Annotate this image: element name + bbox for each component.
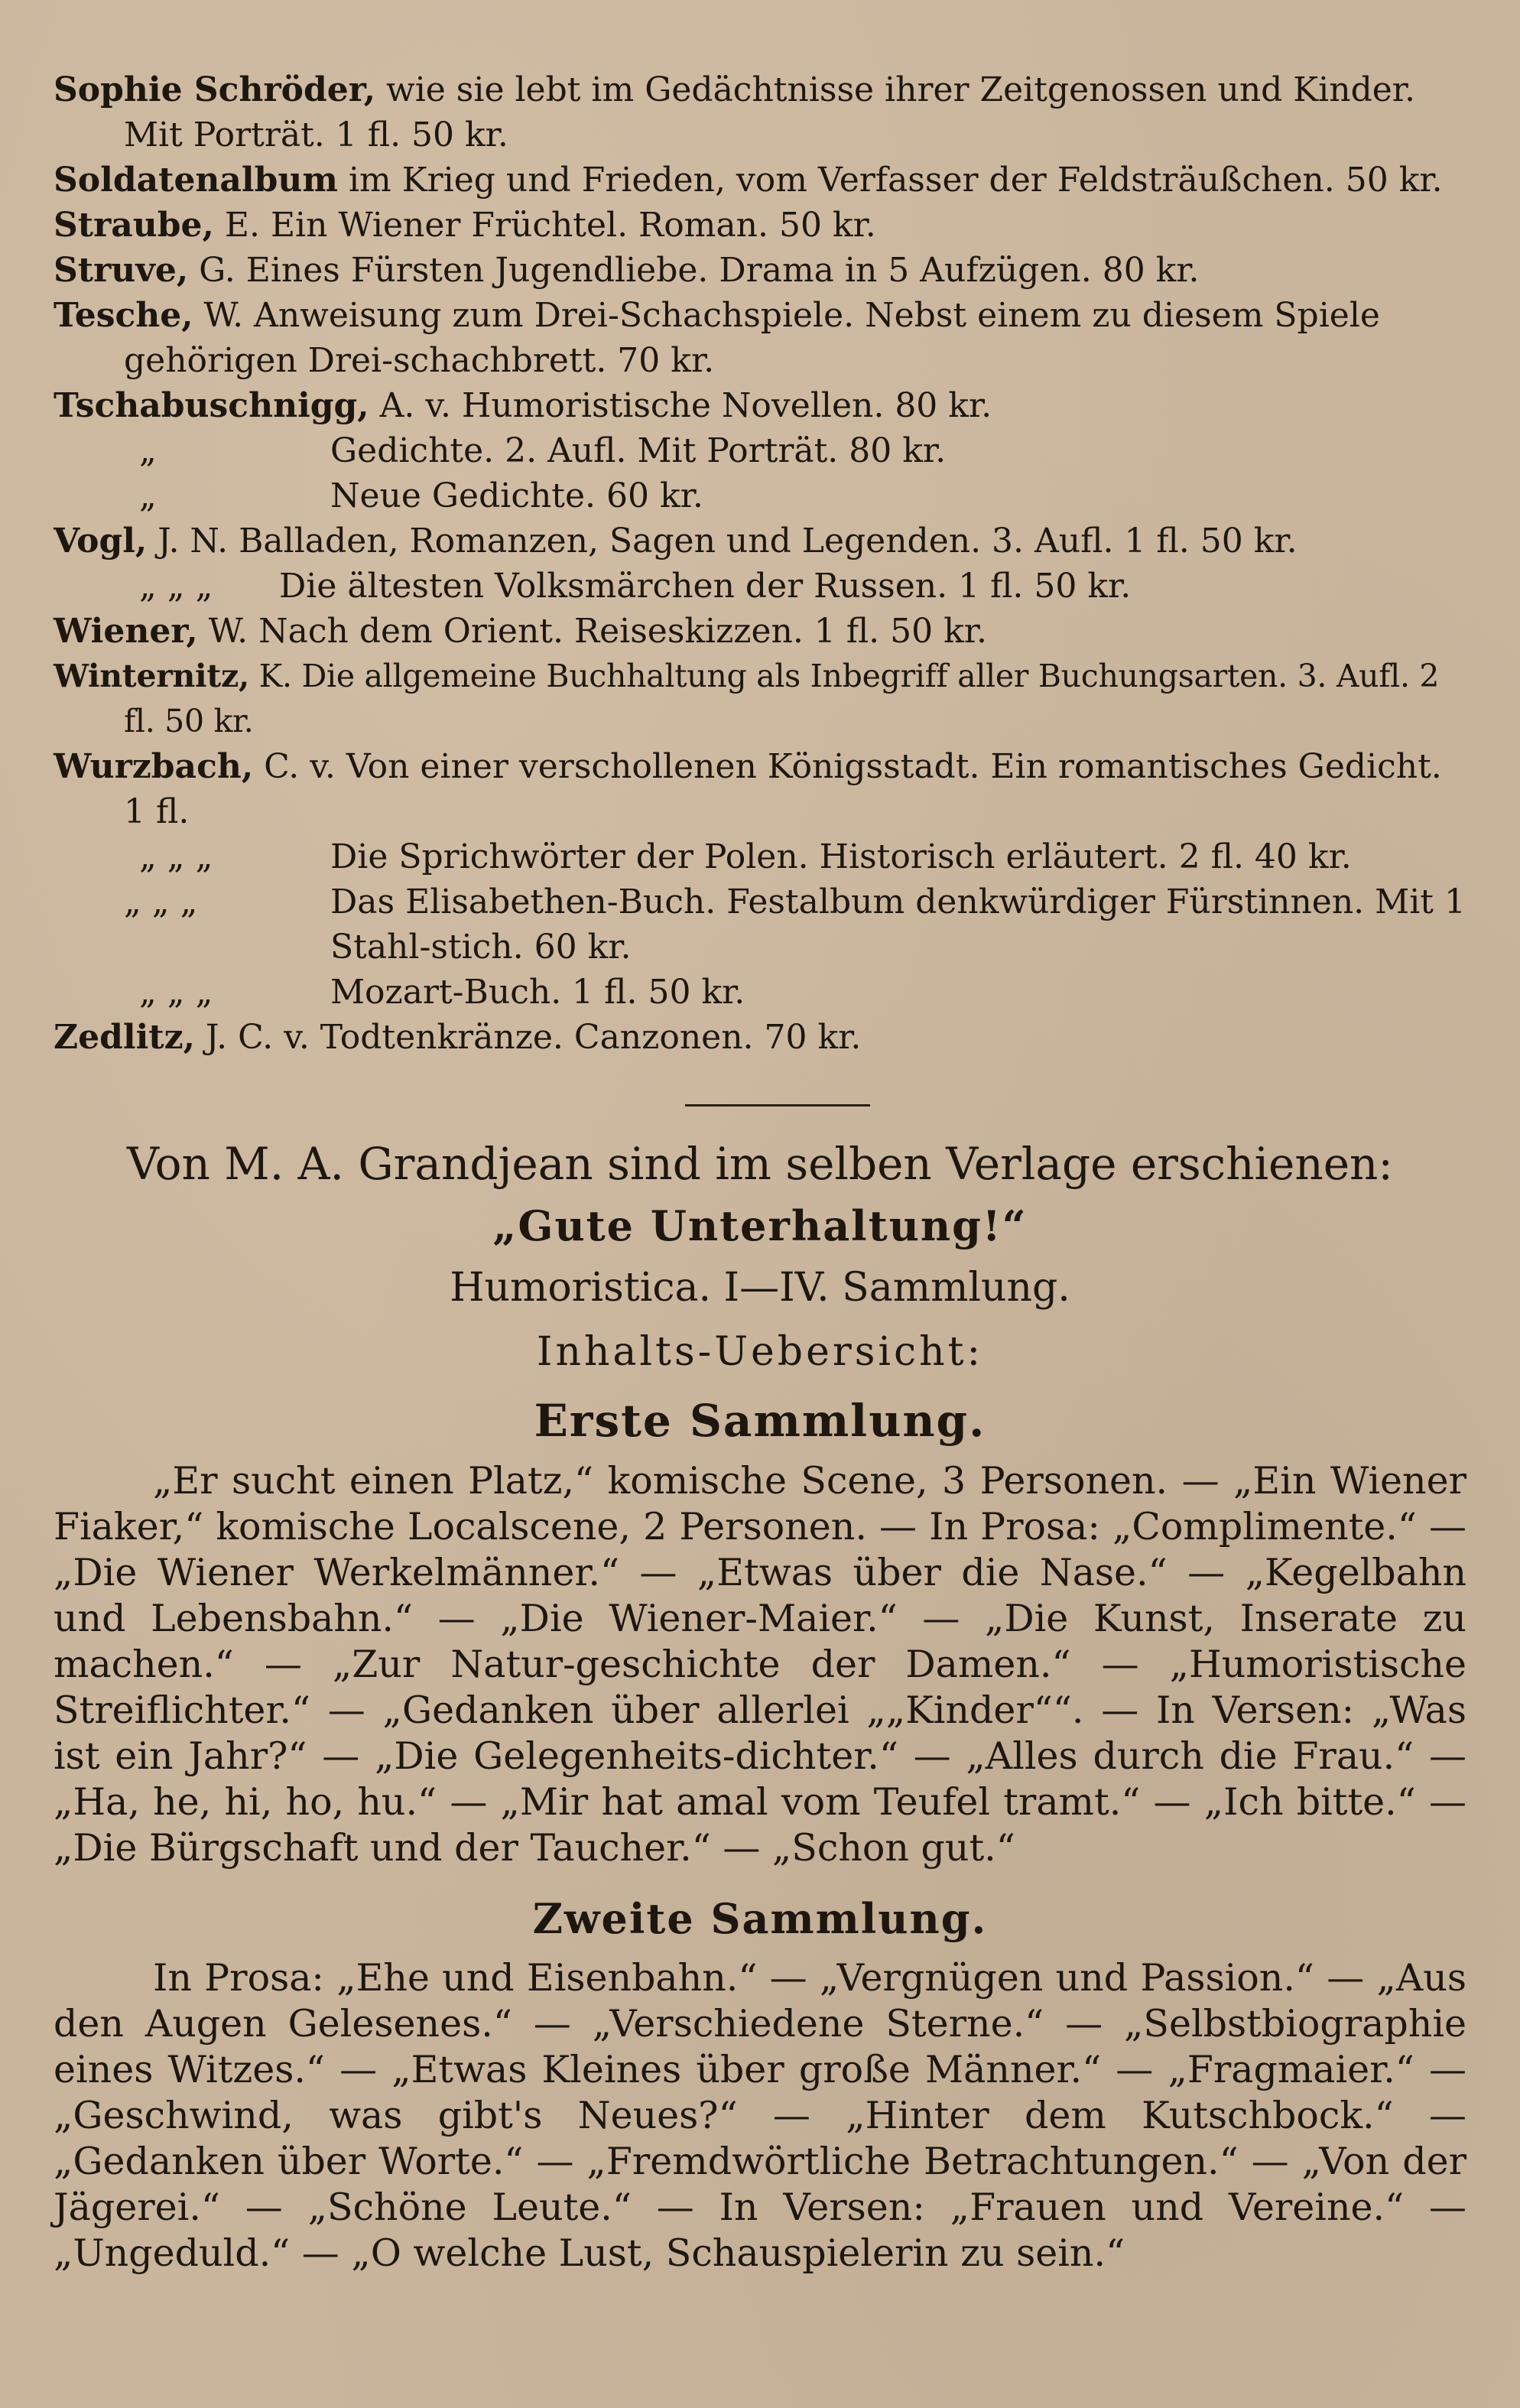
ditto-mark: „ xyxy=(139,431,157,470)
catalog-entry xyxy=(54,834,1466,879)
catalog-entry xyxy=(54,293,1466,383)
catalog-entry xyxy=(54,654,1466,744)
ditto-mark: „ „ „ xyxy=(139,837,213,876)
entry-text: J. C. v. Todtenkränze. Canzonen. 70 kr. xyxy=(194,1018,862,1057)
entry-author: Wurzbach, xyxy=(54,747,254,786)
catalog-entry xyxy=(54,970,1466,1015)
entry-author: Tesche, xyxy=(54,296,193,335)
entry-author: Straube, xyxy=(54,206,214,245)
catalog-entry xyxy=(54,518,1466,564)
first-collection-contents: „Er sucht einen Platz,“ komische Scene, 3 Personen. — „Ein Wiener Fiaker,“ komische Localscene, 2 Personen. — In Prosa: „Complimente.“ — „Die Wiener Werkelmänner.“ — „Etwas über die Nase.“ — „Kegelbahn und Lebensbahn.“ — „Die Wiener-Maier.“ — „Die Kunst, Inserate zu machen.“ — „Zur Natur-geschichte der Damen.“ — „Humoristische Streiflichter.“ — „Gedanken über allerlei „„Kinder““. — In Versen: „Was ist ein Jahr?“ — „Die Gelegenheits-dichter.“ — „Alles durch die Frau.“ — „Ha, he, hi, ho, hu.“ — „Mir hat amal vom Teufel tramt.“ — „Ich bitte.“ — „Die Bürgschaft und der Taucher.“ — „Schon gut.“ xyxy=(54,1459,1466,1870)
entry-text: Neue Gedichte. 60 kr. xyxy=(330,476,703,515)
entry-author: Winternitz, xyxy=(54,658,249,694)
catalog-entry xyxy=(54,67,1466,158)
entry-text: W. Nach dem Orient. Reiseskizzen. 1 fl. 50 kr. xyxy=(197,612,987,651)
book-title: „Gute Unterhaltung!“ xyxy=(492,1201,1028,1250)
second-collection-contents: In Prosa: „Ehe und Eisenbahn.“ — „Vergnügen und Passion.“ — „Aus den Augen Gelesenes.“ — „Verschiedene Sterne.“ — „Selbstbiographie eines Witzes.“ — „Etwas Kleines über große Männer.“ — „Fragmaier.“ — „Geschwind, was gibt's Neues?“ — „Hinter dem Kutschbock.“ — „Gedanken über Worte.“ — „Fremdwörtliche Betrachtungen.“ — „Von der Jägerei.“ — „Schöne Leute.“ — In Versen: „Frauen und Vereine.“ — „Ungeduld.“ — „O welche Lust, Schauspielerin zu sein.“ xyxy=(54,1956,1466,2275)
entry-text: Die ältesten Volksmärchen der Russen. 1 fl. 50 kr. xyxy=(279,567,1132,606)
announcement-title: Von M. A. Grandjean sind im selben Verlage erschienen: xyxy=(127,1138,1393,1190)
entry-text: Gedichte. 2. Aufl. Mit Porträt. 80 kr. xyxy=(330,431,947,470)
section-divider xyxy=(685,1104,870,1107)
entry-text: Das Elisabethen-Buch. Festalbum denkwürdiger Fürstinnen. Mit 1 Stahl-stich. 60 kr. xyxy=(330,882,1466,967)
entry-text: J. N. Balladen, Romanzen, Sagen und Legenden. 3. Aufl. 1 fl. 50 kr. xyxy=(147,522,1298,561)
ditto-mark: „ „ „ xyxy=(139,567,213,606)
catalog-entry xyxy=(54,248,1466,293)
entry-text: Die Sprichwörter der Polen. Historisch erläutert. 2 fl. 40 kr. xyxy=(330,837,1352,876)
entry-text: E. Ein Wiener Früchtel. Roman. 50 kr. xyxy=(213,206,876,245)
entry-text: A. v. Humoristische Novellen. 80 kr. xyxy=(369,386,992,425)
entry-text: im Krieg und Frieden, vom Verfasser der Feldsträußchen. 50 kr. xyxy=(337,161,1443,200)
entry-author: Struve, xyxy=(54,251,189,290)
catalog-entry xyxy=(54,879,1466,970)
entry-author: Zedlitz, xyxy=(54,1018,195,1057)
ditto-mark: „ „ „ xyxy=(139,973,213,1012)
ditto-mark: „ „ „ xyxy=(124,882,198,921)
entry-author: Sophie Schröder, xyxy=(54,70,376,109)
entry-text: G. Eines Fürsten Jugendliebe. Drama in 5 Aufzügen. 80 kr. xyxy=(188,251,1200,290)
catalog-entry xyxy=(54,203,1466,248)
catalog-entry xyxy=(54,564,1466,609)
entry-author: Tschabuschnigg, xyxy=(54,386,369,425)
catalog-entry xyxy=(54,473,1466,518)
book-subtitle: Humoristica. I—IV. Sammlung. xyxy=(450,1265,1070,1311)
catalog-entry xyxy=(54,609,1466,654)
catalog-entry xyxy=(54,158,1466,203)
first-collection-heading: Erste Sammlung. xyxy=(534,1395,986,1447)
publisher-catalog xyxy=(54,67,1466,1060)
entry-author: Vogl, xyxy=(54,522,148,561)
entry-text: wie sie lebt im Gedächtnisse ihrer Zeitgenossen und Kinder. Mit Porträt. 1 fl. 50 kr. xyxy=(124,70,1415,154)
entry-author: Wiener, xyxy=(54,612,198,651)
ditto-mark: „ xyxy=(139,476,157,515)
entry-text: Mozart-Buch. 1 fl. 50 kr. xyxy=(330,973,745,1012)
entry-text: K. Die allgemeine Buchhaltung als Inbegriff aller Buchungsarten. 3. Aufl. 2 fl. 50 kr. xyxy=(124,658,1440,739)
catalog-entry xyxy=(54,383,1466,428)
second-collection-heading: Zweite Sammlung. xyxy=(532,1894,988,1943)
catalog-entry xyxy=(54,1015,1466,1060)
entry-text: W. Anweisung zum Drei-Schachspiele. Nebst einem zu diesem Spiele gehörigen Drei-schachbrett. 70 kr. xyxy=(124,296,1380,380)
contents-heading: Inhalts-Uebersicht: xyxy=(536,1329,984,1375)
catalog-entry xyxy=(54,428,1466,473)
entry-author: Soldatenalbum xyxy=(54,161,338,200)
catalog-entry xyxy=(54,744,1466,834)
entry-text: C. v. Von einer verschollenen Königsstadt. Ein romantisches Gedicht. 1 fl. xyxy=(124,747,1442,831)
